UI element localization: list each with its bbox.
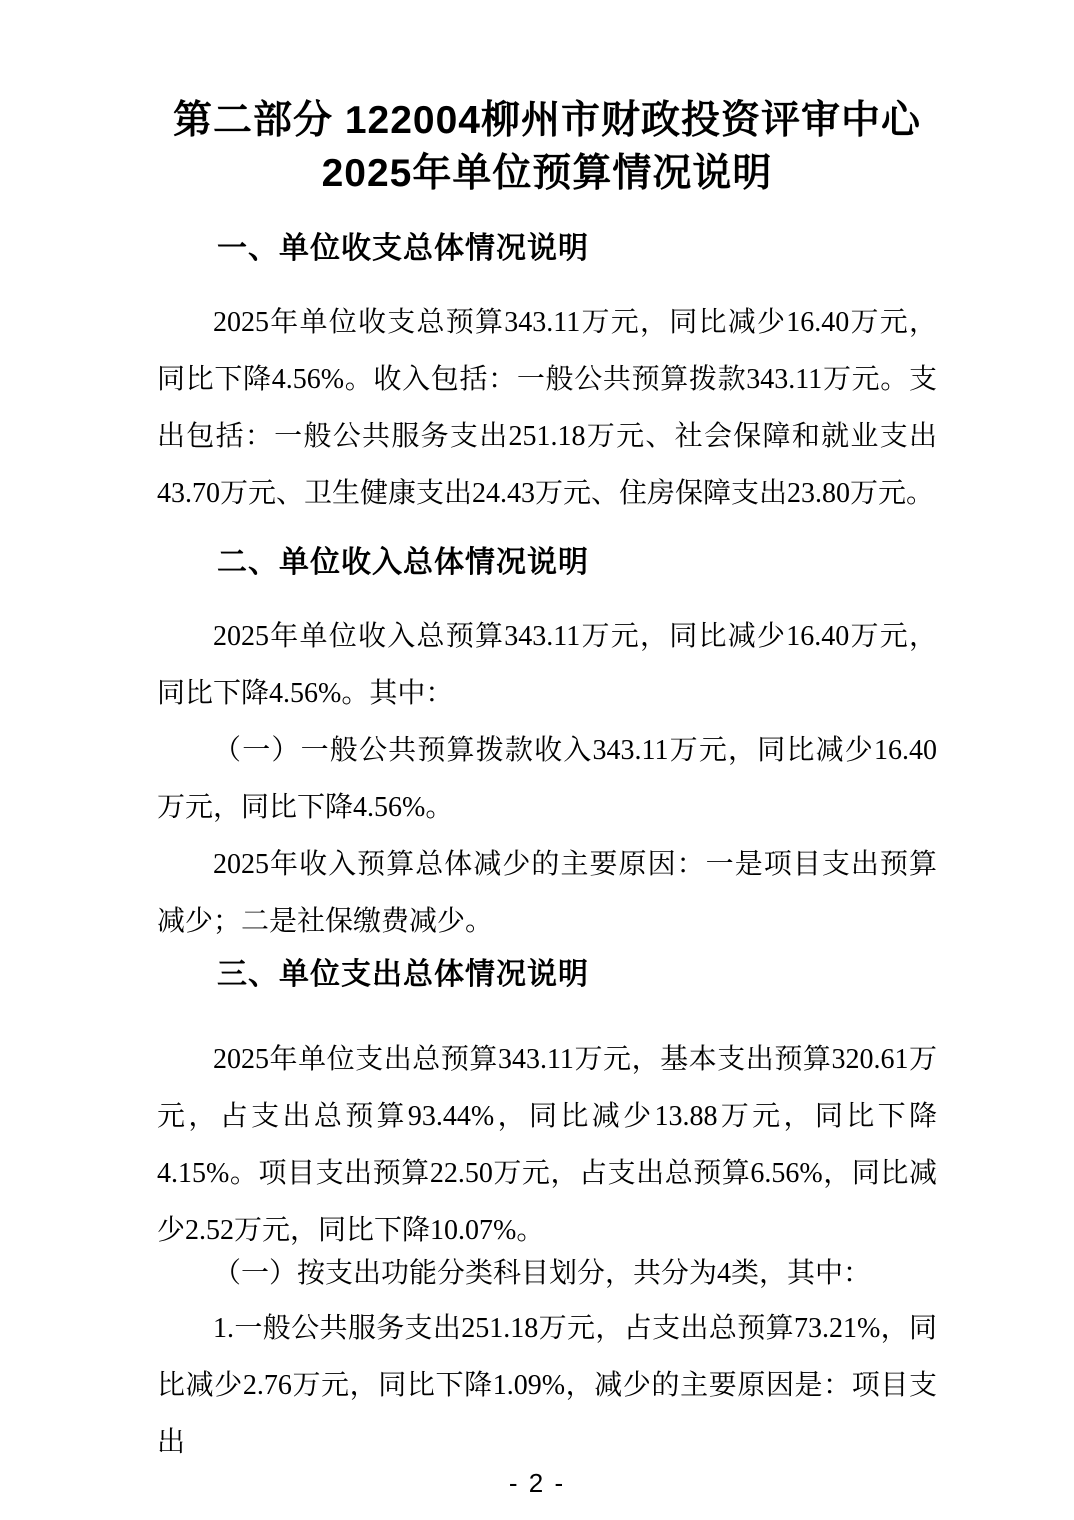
section-2-paragraph-2: （一）一般公共预算拨款收入343.11万元，同比减少16.40万元，同比下降4.56%。 bbox=[157, 735, 937, 823]
section-3-paragraph-1: 2025年单位支出总预算343.11万元，基本支出预算320.61万元，占支出总预算93.44%，同比减少13.88万元，同比下降4.15%。项目支出预算22.50万元，占支出总预算6.56%，同比减少2.52万元，同比下降10.07%。 bbox=[157, 1044, 937, 1246]
document-title bbox=[157, 94, 937, 200]
section-3-paragraph-3: 1.一般公共服务支出251.18万元，占支出总预算73.21%，同比减少2.76万元，同比下降1.09%，减少的主要原因是：项目支出 bbox=[157, 1313, 937, 1458]
document-title-line-1: 第二部分 122004柳州市财政投资评审中心 bbox=[173, 99, 921, 142]
section-2-paragraph-1: 2025年单位收入总预算343.11万元，同比减少16.40万元，同比下降4.56%。其中： bbox=[157, 621, 937, 709]
section-1-paragraph-1: 2025年单位收支总预算343.11万元，同比减少16.40万元，同比下降4.56%。收入包括：一般公共预算拨款343.11万元。支出包括：一般公共服务支出251.18万元、社会保障和就业支出43.70万元、卫生健康支出24.43万元、住房保障支出23.80万元。 bbox=[157, 307, 937, 509]
section-1-heading: 一、单位收支总体情况说明 bbox=[217, 232, 589, 265]
section-2-paragraph-3: 2025年收入预算总体减少的主要原因：一是项目支出预算减少；二是社保缴费减少。 bbox=[157, 849, 937, 937]
document-title-line-2: 2025年单位预算情况说明 bbox=[321, 152, 773, 195]
section-2-heading: 二、单位收入总体情况说明 bbox=[217, 546, 589, 579]
page-number: - 2 - bbox=[508, 1468, 566, 1498]
section-3-heading: 三、单位支出总体情况说明 bbox=[217, 958, 589, 991]
section-3-paragraph-2: （一）按支出功能分类科目划分，共分为4类，其中： bbox=[213, 1258, 872, 1289]
